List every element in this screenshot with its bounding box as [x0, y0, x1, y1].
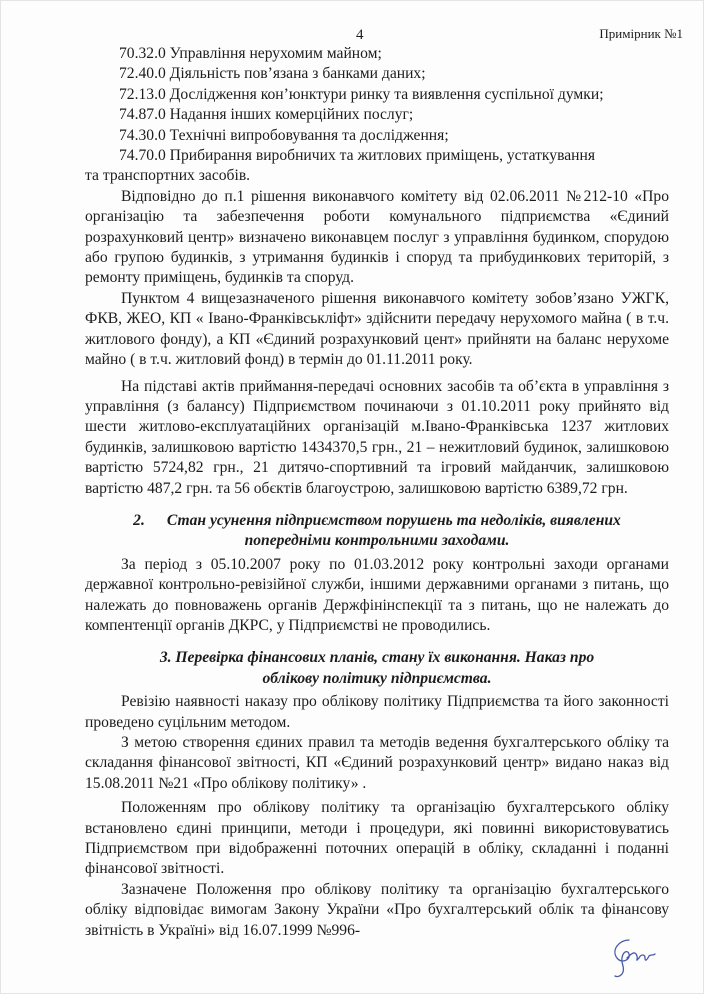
paragraph-executive-decision: Відповідно до п.1 рішення виконавчого комітету від 02.06.2011 №212-10 «Про організацію та забезпечення роботи комунального підприємства «Єдиний розрахунковий центр» визначено виконавцем послуг з управління будинком, спорудою або групою будинків, з утримання будинків і споруд та прибудинкових територій, з ремонту приміщень, будинків та споруд. — [85, 187, 669, 287]
activity-code-item: 74.70.0 Прибирання виробничих та житлових приміщень, устаткування — [119, 147, 596, 165]
section-3-title-line1: 3. Перевірка фінансових планів, стану їх виконання. Наказ про — [159, 649, 595, 667]
section-3-heading — [85, 648, 669, 689]
copy-label: Примірник №1 — [599, 26, 683, 41]
activity-code-tail: та транспортних засобів. — [85, 167, 251, 185]
paragraph-transfer-obligation: Пунктом 4 вищезазначеного рішення виконавчого комітету зобов’язано УЖГК, ФКВ, ЖЕО, КП « Івано-Франківськліфт» здійснити передачу нерухомого майна ( в т.ч. житлового фонду), а КП «Єдиний розрахунковий цент» прийняти на баланс нерухоме майно ( в т.ч. житловий фонд) в термін до 01.11.2011 року. — [85, 289, 669, 369]
page-number: 4 — [356, 27, 364, 43]
activity-code-item: 74.87.0 Надання інших комерційних послуг; — [119, 106, 414, 124]
section-2-number: 2. — [133, 511, 145, 529]
activity-code-item: 72.13.0 Дослідження кон’юнктури ринку та виявлення суспільної думки; — [119, 85, 604, 103]
section-3-paragraph-3: Положенням про облікову політику та організацію бухгалтерського обліку встановлено єдині принципи, методи і процедури, які повинні використовуватись Підприємством при відображенні поточних операцій в обліку, складанні і поданні фінансової звітності. — [85, 799, 669, 878]
activity-codes-list — [85, 44, 669, 187]
section-3-paragraph-4: Зазначене Положення про облікову політику та організацію бухгалтерського обліку відповідає вимогам Закону України «Про бухгалтерський облік та фінансову звітність в Україні» від 16.07.1999 №996- — [85, 880, 669, 939]
activity-code-item: 74.30.0 Технічні випробовування та дослідження; — [119, 126, 449, 144]
section-2-text: За період з 05.10.2007 року по 01.03.2012 року контрольні заходи органами державної контрольно-ревізійної служби, іншими державними органами з питань, що належать до повноважень органів Держфінінспекції та з питань, що не належать до компентенції органів ДКРС, у Підприємстві не проводились. — [85, 555, 669, 634]
activity-code-item: 70.32.0 Управління нерухомим майном; — [119, 45, 382, 62]
section-3-paragraph-1: Ревізію наявності наказу про облікову політику Підприємства та його законності проведено суцільним методом. — [85, 693, 669, 731]
signature-icon — [601, 936, 661, 981]
section-3-paragraph-2: З метою створення єдиних правил та методів ведення бухгалтерського обліку та складання фінансової звітності, КП «Єдиний розрахунковий центр» видано наказ від 15.08.2011 №21 «Про облікову політику» . — [85, 734, 669, 792]
paragraph-acceptance-acts: На підставі актів приймання-передачі основних засобів та об’єкта в управління з управління (з балансу) Підприємством починаючи з 01.10.2011 року прийнято від шести житлово-експлуатаційних організацій м.Івано-Франківська 1237 житлових будинків, залишковою вартістю 1434370,5 грн., 21 – нежитловий будинок, залишковою вартістю 5724,82 грн., 21 дитячо-спортивний та ігровий майданчик, залишковою вартістю 487,2 грн. та 56 обєктів благоустрою, залишковою вартістю 6389,72 грн. — [85, 377, 669, 497]
section-2-title-line1: Стан усунення підприємством порушень та недоліків, виявлених — [166, 511, 621, 529]
activity-code-item: 72.40.0 Діяльність пов’язана з банками даних; — [119, 65, 426, 83]
section-2-title-line2: попередніми контрольними заходами. — [244, 532, 510, 550]
document-body — [85, 44, 669, 941]
section-2-heading — [85, 511, 669, 552]
section-3-title-line2: облікову політику підприємства. — [262, 669, 492, 687]
